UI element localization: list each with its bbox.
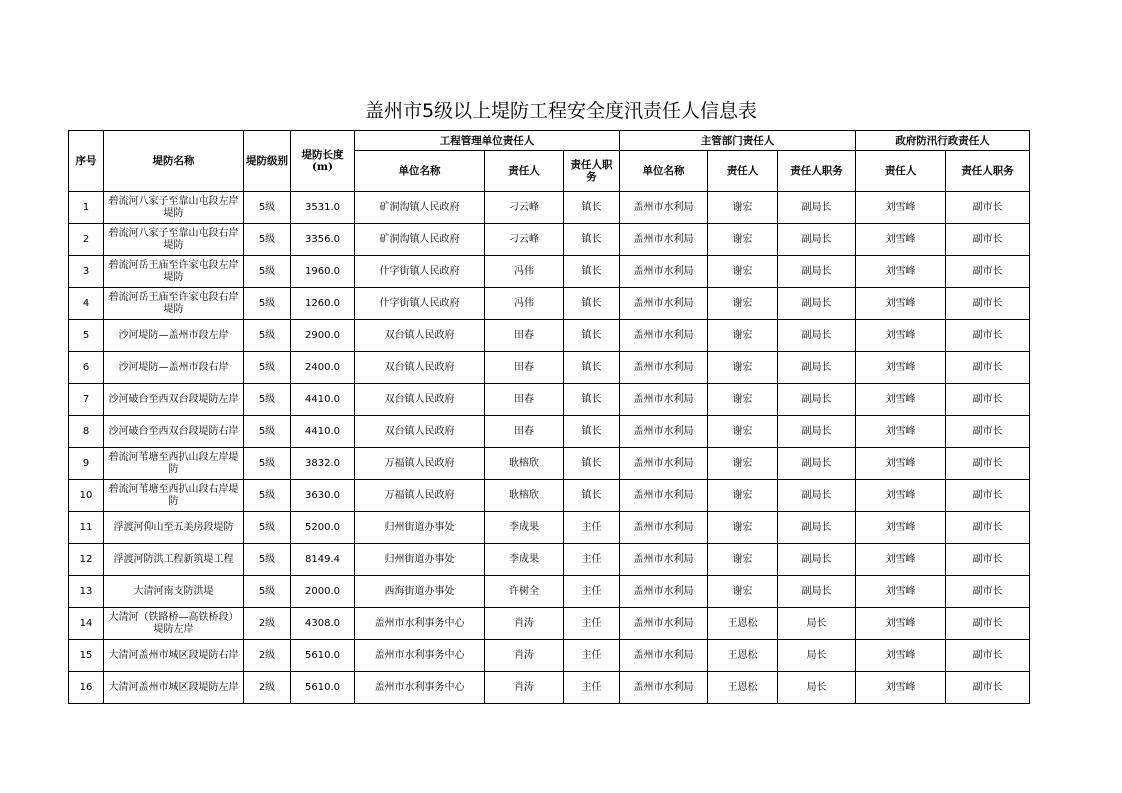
levee-length-cell: 3630.0 [291, 480, 355, 512]
levee-name-cell: 大清河南支防洪堤 [104, 576, 244, 608]
levee-name-cell: 浮渡河防洪工程新筑堤工程 [104, 544, 244, 576]
dept-position-cell: 局长 [778, 672, 856, 704]
dept-position-cell: 局长 [778, 640, 856, 672]
dept-person-cell: 谢宏 [708, 320, 778, 352]
header-dept-person: 责任人 [708, 151, 778, 192]
seq-cell: 3 [69, 256, 104, 288]
mgmt-person-cell: 田春 [485, 416, 564, 448]
mgmt-unit-cell: 盖州市水利事务中心 [355, 608, 485, 640]
gov-person-cell: 刘雪峰 [856, 288, 946, 320]
table-row [69, 192, 1030, 224]
gov-position-cell: 副市长 [946, 352, 1030, 384]
dept-person-cell: 谢宏 [708, 576, 778, 608]
levee-level-cell: 5级 [244, 320, 291, 352]
table-row [69, 320, 1030, 352]
levee-length-cell: 2400.0 [291, 352, 355, 384]
page-title: 盖州市5级以上堤防工程安全度汛责任人信息表 [364, 100, 758, 122]
gov-position-cell: 副市长 [946, 384, 1030, 416]
header-mgmt-person: 责任人 [485, 151, 564, 192]
mgmt-unit-cell: 归州街道办事处 [355, 544, 485, 576]
levee-length-cell: 1260.0 [291, 288, 355, 320]
levee-level-cell: 5级 [244, 224, 291, 256]
mgmt-position-cell: 镇长 [564, 224, 620, 256]
dept-person-cell: 谢宏 [708, 448, 778, 480]
mgmt-unit-cell: 盖州市水利事务中心 [355, 640, 485, 672]
gov-person-cell: 刘雪峰 [856, 320, 946, 352]
table-row [69, 480, 1030, 512]
mgmt-position-cell: 主任 [564, 544, 620, 576]
dept-person-cell: 谢宏 [708, 544, 778, 576]
dept-position-cell: 副局长 [778, 384, 856, 416]
levee-name-cell: 浮渡河仰山至五美房段堤防 [104, 512, 244, 544]
header-dept-position: 责任人职务 [778, 151, 856, 192]
levee-length-cell: 3832.0 [291, 448, 355, 480]
mgmt-position-cell: 镇长 [564, 416, 620, 448]
levee-name-cell: 沙河破台至西双台段堤防右岸 [104, 416, 244, 448]
levee-length-cell: 3356.0 [291, 224, 355, 256]
levee-length-cell: 8149.4 [291, 544, 355, 576]
dept-unit-cell: 盖州市水利局 [620, 608, 708, 640]
mgmt-unit-cell: 什字街镇人民政府 [355, 256, 485, 288]
table-row [69, 512, 1030, 544]
mgmt-person-cell: 李成果 [485, 512, 564, 544]
seq-cell: 9 [69, 448, 104, 480]
levee-length-cell: 4410.0 [291, 384, 355, 416]
header-row-group [69, 131, 1030, 151]
levee-length-cell: 5610.0 [291, 672, 355, 704]
mgmt-person-cell: 肖涛 [485, 608, 564, 640]
dept-position-cell: 副局长 [778, 448, 856, 480]
mgmt-person-cell: 肖涛 [485, 640, 564, 672]
gov-position-cell: 副市长 [946, 672, 1030, 704]
seq-cell: 2 [69, 224, 104, 256]
seq-cell: 5 [69, 320, 104, 352]
seq-cell: 1 [69, 192, 104, 224]
gov-position-cell: 副市长 [946, 256, 1030, 288]
gov-person-cell: 刘雪峰 [856, 416, 946, 448]
dept-unit-cell: 盖州市水利局 [620, 576, 708, 608]
table-row [69, 448, 1030, 480]
levee-length-cell: 4410.0 [291, 416, 355, 448]
table-row [69, 384, 1030, 416]
levee-level-cell: 5级 [244, 288, 291, 320]
dept-person-cell: 谢宏 [708, 192, 778, 224]
mgmt-person-cell: 冯伟 [485, 256, 564, 288]
levee-name-cell: 沙河堤防—盖州市段左岸 [104, 320, 244, 352]
mgmt-person-cell: 刁云峰 [485, 192, 564, 224]
mgmt-unit-cell: 双台镇人民政府 [355, 384, 485, 416]
dept-unit-cell: 盖州市水利局 [620, 416, 708, 448]
levee-level-cell: 5级 [244, 480, 291, 512]
levee-length-cell: 1960.0 [291, 256, 355, 288]
mgmt-position-cell: 镇长 [564, 192, 620, 224]
dept-person-cell: 谢宏 [708, 384, 778, 416]
dept-unit-cell: 盖州市水利局 [620, 640, 708, 672]
dept-person-cell: 谢宏 [708, 288, 778, 320]
dept-unit-cell: 盖州市水利局 [620, 288, 708, 320]
mgmt-unit-cell: 万福镇人民政府 [355, 480, 485, 512]
dept-unit-cell: 盖州市水利局 [620, 448, 708, 480]
dept-unit-cell: 盖州市水利局 [620, 480, 708, 512]
header-seq: 序号 [69, 131, 104, 192]
table-row [69, 544, 1030, 576]
mgmt-unit-cell: 双台镇人民政府 [355, 416, 485, 448]
table-body [69, 192, 1030, 704]
mgmt-position-cell: 镇长 [564, 384, 620, 416]
levee-level-cell: 5级 [244, 416, 291, 448]
table-row [69, 416, 1030, 448]
levee-length-cell: 5610.0 [291, 640, 355, 672]
dept-position-cell: 副局长 [778, 480, 856, 512]
mgmt-person-cell: 肖涛 [485, 672, 564, 704]
seq-cell: 8 [69, 416, 104, 448]
mgmt-unit-cell: 双台镇人民政府 [355, 320, 485, 352]
gov-person-cell: 刘雪峰 [856, 224, 946, 256]
mgmt-unit-cell: 盖州市水利事务中心 [355, 672, 485, 704]
dept-unit-cell: 盖州市水利局 [620, 320, 708, 352]
mgmt-unit-cell: 西海街道办事处 [355, 576, 485, 608]
dept-position-cell: 副局长 [778, 576, 856, 608]
levee-length-cell: 3531.0 [291, 192, 355, 224]
table-row [69, 288, 1030, 320]
levee-length-cell: 2000.0 [291, 576, 355, 608]
levee-level-cell: 5级 [244, 544, 291, 576]
dept-unit-cell: 盖州市水利局 [620, 192, 708, 224]
levee-level-cell: 5级 [244, 576, 291, 608]
gov-person-cell: 刘雪峰 [856, 448, 946, 480]
gov-position-cell: 副市长 [946, 640, 1030, 672]
mgmt-unit-cell: 矿洞沟镇人民政府 [355, 192, 485, 224]
seq-cell: 15 [69, 640, 104, 672]
dept-person-cell: 谢宏 [708, 480, 778, 512]
dept-position-cell: 副局长 [778, 256, 856, 288]
gov-position-cell: 副市长 [946, 512, 1030, 544]
header-group-government: 政府防汛行政责任人 [856, 131, 1030, 151]
levee-name-cell: 碧流河岳王庙至许家屯段右岸堤防 [104, 288, 244, 320]
dept-unit-cell: 盖州市水利局 [620, 224, 708, 256]
dept-unit-cell: 盖州市水利局 [620, 544, 708, 576]
levee-level-cell: 5级 [244, 256, 291, 288]
dept-unit-cell: 盖州市水利局 [620, 384, 708, 416]
gov-position-cell: 副市长 [946, 608, 1030, 640]
table-row [69, 672, 1030, 704]
gov-person-cell: 刘雪峰 [856, 512, 946, 544]
gov-position-cell: 副市长 [946, 416, 1030, 448]
levee-responsibility-table [68, 130, 1030, 704]
mgmt-person-cell: 田春 [485, 384, 564, 416]
mgmt-unit-cell: 什字街镇人民政府 [355, 288, 485, 320]
header-levee-level: 堤防级别 [244, 131, 291, 192]
header-mgmt-position: 责任人职务 [564, 151, 620, 192]
table-row [69, 224, 1030, 256]
dept-unit-cell: 盖州市水利局 [620, 352, 708, 384]
gov-person-cell: 刘雪峰 [856, 640, 946, 672]
seq-cell: 16 [69, 672, 104, 704]
levee-name-cell: 大清河（铁路桥—高铁桥段）堤防左岸 [104, 608, 244, 640]
table-row [69, 608, 1030, 640]
gov-position-cell: 副市长 [946, 320, 1030, 352]
gov-position-cell: 副市长 [946, 576, 1030, 608]
levee-name-cell: 碧流河苇塘至西扒山段右岸堤防 [104, 480, 244, 512]
gov-person-cell: 刘雪峰 [856, 480, 946, 512]
gov-person-cell: 刘雪峰 [856, 544, 946, 576]
seq-cell: 4 [69, 288, 104, 320]
dept-position-cell: 副局长 [778, 192, 856, 224]
levee-level-cell: 2级 [244, 672, 291, 704]
dept-position-cell: 副局长 [778, 224, 856, 256]
header-dept-unit: 单位名称 [620, 151, 708, 192]
levee-level-cell: 2级 [244, 640, 291, 672]
levee-name-cell: 碧流河八家子至靠山屯段左岸堤防 [104, 192, 244, 224]
mgmt-person-cell: 许树全 [485, 576, 564, 608]
mgmt-position-cell: 镇长 [564, 288, 620, 320]
gov-person-cell: 刘雪峰 [856, 576, 946, 608]
header-group-management: 工程管理单位责任人 [355, 131, 620, 151]
gov-person-cell: 刘雪峰 [856, 384, 946, 416]
dept-position-cell: 副局长 [778, 320, 856, 352]
mgmt-unit-cell: 万福镇人民政府 [355, 448, 485, 480]
mgmt-person-cell: 李成果 [485, 544, 564, 576]
dept-position-cell: 副局长 [778, 512, 856, 544]
mgmt-position-cell: 镇长 [564, 320, 620, 352]
header-levee-length: 堤防长度(m) [291, 131, 355, 192]
seq-cell: 12 [69, 544, 104, 576]
gov-position-cell: 副市长 [946, 544, 1030, 576]
gov-person-cell: 刘雪峰 [856, 192, 946, 224]
dept-unit-cell: 盖州市水利局 [620, 672, 708, 704]
levee-name-cell: 沙河堤防—盖州市段右岸 [104, 352, 244, 384]
dept-position-cell: 副局长 [778, 416, 856, 448]
mgmt-person-cell: 田春 [485, 320, 564, 352]
levee-level-cell: 5级 [244, 384, 291, 416]
seq-cell: 7 [69, 384, 104, 416]
table-row [69, 352, 1030, 384]
seq-cell: 6 [69, 352, 104, 384]
mgmt-position-cell: 镇长 [564, 480, 620, 512]
levee-length-cell: 2900.0 [291, 320, 355, 352]
gov-person-cell: 刘雪峰 [856, 672, 946, 704]
dept-person-cell: 王恩松 [708, 608, 778, 640]
dept-position-cell: 副局长 [778, 544, 856, 576]
levee-name-cell: 大清河盖州市城区段堤防右岸 [104, 640, 244, 672]
seq-cell: 14 [69, 608, 104, 640]
table-row [69, 576, 1030, 608]
mgmt-person-cell: 耿榕欣 [485, 448, 564, 480]
mgmt-unit-cell: 归州街道办事处 [355, 512, 485, 544]
mgmt-position-cell: 镇长 [564, 448, 620, 480]
levee-level-cell: 5级 [244, 448, 291, 480]
gov-person-cell: 刘雪峰 [856, 352, 946, 384]
gov-position-cell: 副市长 [946, 192, 1030, 224]
seq-cell: 11 [69, 512, 104, 544]
dept-position-cell: 局长 [778, 608, 856, 640]
dept-position-cell: 副局长 [778, 352, 856, 384]
mgmt-position-cell: 主任 [564, 608, 620, 640]
gov-position-cell: 副市长 [946, 480, 1030, 512]
mgmt-person-cell: 耿榕欣 [485, 480, 564, 512]
mgmt-person-cell: 冯伟 [485, 288, 564, 320]
dept-person-cell: 王恩松 [708, 672, 778, 704]
mgmt-position-cell: 主任 [564, 576, 620, 608]
header-group-department: 主管部门责任人 [620, 131, 856, 151]
levee-level-cell: 2级 [244, 608, 291, 640]
dept-unit-cell: 盖州市水利局 [620, 256, 708, 288]
dept-unit-cell: 盖州市水利局 [620, 512, 708, 544]
levee-length-cell: 5200.0 [291, 512, 355, 544]
gov-person-cell: 刘雪峰 [856, 608, 946, 640]
mgmt-position-cell: 主任 [564, 672, 620, 704]
levee-name-cell: 碧流河八家子至靠山屯段右岸堤防 [104, 224, 244, 256]
levee-name-cell: 碧流河苇塘至西扒山段左岸堤防 [104, 448, 244, 480]
mgmt-unit-cell: 矿洞沟镇人民政府 [355, 224, 485, 256]
dept-person-cell: 王恩松 [708, 640, 778, 672]
dept-person-cell: 谢宏 [708, 512, 778, 544]
mgmt-unit-cell: 双台镇人民政府 [355, 352, 485, 384]
dept-person-cell: 谢宏 [708, 352, 778, 384]
levee-name-cell: 碧流河岳王庙至许家屯段左岸堤防 [104, 256, 244, 288]
header-mgmt-unit: 单位名称 [355, 151, 485, 192]
dept-person-cell: 谢宏 [708, 416, 778, 448]
gov-position-cell: 副市长 [946, 288, 1030, 320]
dept-person-cell: 谢宏 [708, 224, 778, 256]
mgmt-position-cell: 主任 [564, 640, 620, 672]
seq-cell: 10 [69, 480, 104, 512]
mgmt-position-cell: 镇长 [564, 256, 620, 288]
mgmt-position-cell: 主任 [564, 512, 620, 544]
table-row [69, 640, 1030, 672]
levee-level-cell: 5级 [244, 512, 291, 544]
header-gov-person: 责任人 [856, 151, 946, 192]
seq-cell: 13 [69, 576, 104, 608]
mgmt-person-cell: 刁云峰 [485, 224, 564, 256]
gov-person-cell: 刘雪峰 [856, 256, 946, 288]
mgmt-person-cell: 田春 [485, 352, 564, 384]
header-gov-position: 责任人职务 [946, 151, 1030, 192]
table-row [69, 256, 1030, 288]
gov-position-cell: 副市长 [946, 448, 1030, 480]
levee-name-cell: 沙河破台至西双台段堤防左岸 [104, 384, 244, 416]
gov-position-cell: 副市长 [946, 224, 1030, 256]
dept-position-cell: 副局长 [778, 288, 856, 320]
levee-level-cell: 5级 [244, 352, 291, 384]
header-levee-name: 堤防名称 [104, 131, 244, 192]
levee-name-cell: 大清河盖州市城区段堤防左岸 [104, 672, 244, 704]
levee-level-cell: 5级 [244, 192, 291, 224]
dept-person-cell: 谢宏 [708, 256, 778, 288]
levee-length-cell: 4308.0 [291, 608, 355, 640]
mgmt-position-cell: 镇长 [564, 352, 620, 384]
